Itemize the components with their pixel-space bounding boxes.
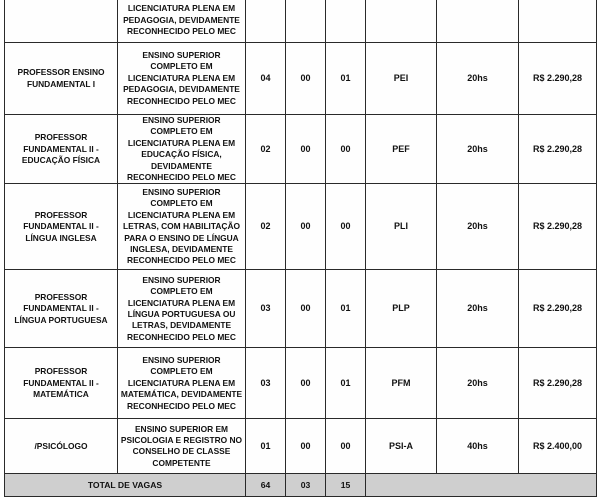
pcd-cell: 00: [286, 184, 326, 270]
pcd-cell: 00: [286, 115, 326, 184]
table-row: [5, 115, 597, 184]
table-row: [5, 0, 597, 43]
cargo-cell: PROFESSOR FUNDAMENTAL II - LÍNGUA PORTUGUESA: [5, 270, 118, 348]
vagas-cell: 01: [246, 419, 286, 474]
carga-cell: 20hs: [437, 115, 519, 184]
pcd-cell: 00: [286, 270, 326, 348]
salario-cell: R$ 2.290,28: [519, 184, 597, 270]
carga-cell: 40hs: [437, 419, 519, 474]
pcd-cell: 00: [286, 419, 326, 474]
salario-cell: R$ 2.290,28: [519, 43, 597, 115]
vagas-cell: 02: [246, 115, 286, 184]
requisito-cell: ENSINO SUPERIOR COMPLETO EM LICENCIATURA PLENA EM LÍNGUA PORTUGUESA OU LETRAS, DEVIDAMENTE RECONHECIDO PELO MEC: [118, 270, 246, 348]
cargo-cell: PROFESSOR FUNDAMENTAL II - EDUCAÇÃO FÍSICA: [5, 115, 118, 184]
table-row: [5, 270, 597, 348]
document-page: [4, 0, 596, 493]
vagas-cell: 04: [246, 43, 286, 115]
salario-cell: R$ 2.290,28: [519, 348, 597, 419]
requisito-cell: ENSINO SUPERIOR COMPLETO EM LICENCIATURA PLENA EM MATEMÁTICA, DEVIDAMENTE RECONHECIDO PELO MEC: [118, 348, 246, 419]
requisito-cell: LICENCIATURA PLENA EM PEDAGOGIA, DEVIDAMENTE RECONHECIDO PELO MEC: [118, 0, 246, 43]
cr-cell: 00: [326, 419, 366, 474]
cargo-cell: PROFESSOR FUNDAMENTAL II - MATEMÁTICA: [5, 348, 118, 419]
salario-cell: R$ 2.290,28: [519, 115, 597, 184]
table-row: [5, 43, 597, 115]
codigo-cell: PLI: [366, 184, 437, 270]
requisito-cell: ENSINO SUPERIOR COMPLETO EM LICENCIATURA PLENA EM PEDAGOGIA, DEVIDAMENTE RECONHECIDO PELO MEC: [118, 43, 246, 115]
codigo-cell: PLP: [366, 270, 437, 348]
codigo-cell: PFM: [366, 348, 437, 419]
salario-cell: R$ 2.290,28: [519, 270, 597, 348]
total-label: TOTAL DE VAGAS: [5, 474, 246, 497]
total-row: [5, 474, 597, 497]
pcd-cell: 00: [286, 348, 326, 419]
vagas-cell: 03: [246, 348, 286, 419]
cargo-cell: /PSICÓLOGO: [5, 419, 118, 474]
total-pcd: 03: [286, 474, 326, 497]
total-vagas: 64: [246, 474, 286, 497]
carga-cell: 20hs: [437, 184, 519, 270]
cargo-cell: PROFESSOR ENSINO FUNDAMENTAL I: [5, 43, 118, 115]
table-row: [5, 348, 597, 419]
cargo-cell: [5, 0, 118, 43]
cargo-cell: PROFESSOR FUNDAMENTAL II - LÍNGUA INGLESA: [5, 184, 118, 270]
total-cr: 15: [326, 474, 366, 497]
carga-cell: 20hs: [437, 270, 519, 348]
vagas-cell: 02: [246, 184, 286, 270]
vagas-cell: [246, 0, 286, 43]
salario-cell: [519, 0, 597, 43]
cr-cell: 00: [326, 184, 366, 270]
table-row: [5, 419, 597, 474]
requisito-cell: ENSINO SUPERIOR COMPLETO EM LICENCIATURA PLENA EM LETRAS, COM HABILITAÇÃO PARA O ENSINO DE LÍNGUA INGLESA, DEVIDAMENTE RECONHECIDO PELO MEC: [118, 184, 246, 270]
cr-cell: 00: [326, 115, 366, 184]
carga-cell: 20hs: [437, 348, 519, 419]
codigo-cell: PSI-A: [366, 419, 437, 474]
salario-cell: R$ 2.400,00: [519, 419, 597, 474]
total-blank-cell: [366, 474, 597, 497]
carga-cell: 20hs: [437, 43, 519, 115]
pcd-cell: [286, 0, 326, 43]
vagas-cell: 03: [246, 270, 286, 348]
codigo-cell: PEI: [366, 43, 437, 115]
cr-cell: 01: [326, 270, 366, 348]
vacancy-table: [4, 0, 597, 497]
carga-cell: [437, 0, 519, 43]
cr-cell: 01: [326, 348, 366, 419]
codigo-cell: PEF: [366, 115, 437, 184]
pcd-cell: 00: [286, 43, 326, 115]
requisito-cell: ENSINO SUPERIOR EM PSICOLOGIA E REGISTRO NO CONSELHO DE CLASSE COMPETENTE: [118, 419, 246, 474]
cr-cell: 01: [326, 43, 366, 115]
cr-cell: [326, 0, 366, 43]
requisito-cell: ENSINO SUPERIOR COMPLETO EM LICENCIATURA PLENA EM EDUCAÇÃO FÍSICA, DEVIDAMENTE RECONHECIDO PELO MEC: [118, 115, 246, 184]
codigo-cell: [366, 0, 437, 43]
table-row: [5, 184, 597, 270]
